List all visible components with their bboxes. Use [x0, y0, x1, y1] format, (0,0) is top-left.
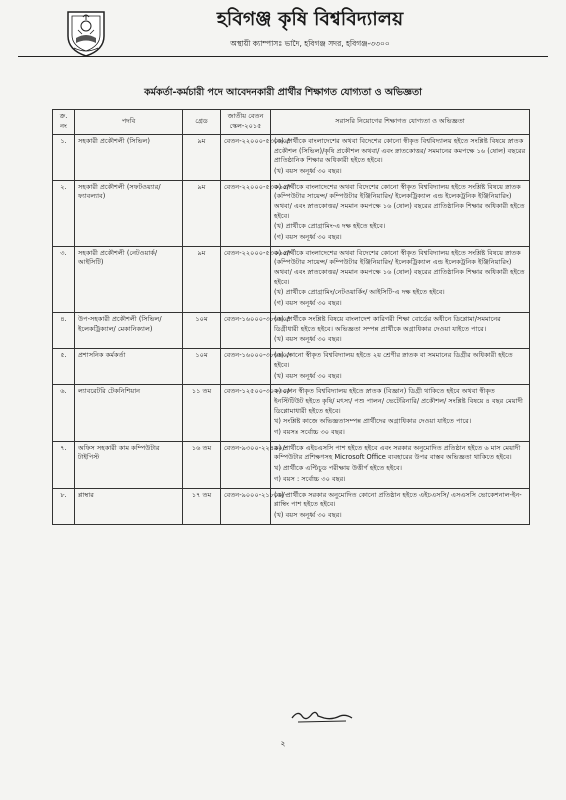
qualification-clause: ক) প্রার্থীকে এইচএসসি পাশ হইতে হইবে এবং সরকার অনুমোদিত প্রতিষ্ঠান হইতে ৬ মাস মেয়াদী কম্পিউটার প্রশিক্ষণসহ Microsoft Office ব্যবহারের উপর বাস্তব অভিজ্ঞতা থাকিতে হইবে। — [274, 443, 521, 462]
qualification-clause: (খ) বয়স অনূর্ধ্ব ৩০ বছর। — [274, 511, 342, 520]
qualification-clause: (খ) বয়স অনূর্ধ্ব ৩০ বছর। — [274, 371, 342, 380]
qualification-clause: (খ) বয়স অনূর্ধ্ব ৩০ বছর। — [274, 335, 342, 344]
row-grade: ১০ম — [183, 313, 221, 349]
row-qualification — [271, 441, 530, 488]
row-qualification — [271, 313, 530, 349]
row-post: প্রশাসনিক কর্মকর্তা — [75, 349, 183, 385]
row-pay-scale: বেতন-২২০০০-৫৩০৬০/- — [221, 246, 271, 312]
row-post: সহকারী প্রকৌশলী (নেটওয়ার্ক/ আইসিটি) — [75, 246, 183, 312]
qualification-clause: (খ) বয়স অনূর্ধ্ব ৩০ বছর। — [274, 166, 342, 175]
qualification-clause: (ক) প্রার্থীকে সংশ্লিষ্ট বিষয়ে বাংলাদেশ কারিগরী শিক্ষা বোর্ডের অধীনে ডিপ্লোমা/সমমানের ডিগ্রীধারী হইতে হইবে। অভিজ্ঞতা সম্পন্ন প্রার্থীকে অগ্রাধিকার দেওয়া যাইতে পারে। — [274, 315, 501, 333]
row-qualification — [271, 246, 530, 312]
header-sl: ক্র. নং — [53, 110, 75, 135]
qualification-clause: (ক) প্রার্থীকে বাংলাদেশের অথবা বিদেশের কোনো স্বীকৃত বিশ্ববিদ্যালয় হইতে সংশ্লিষ্ট বিষয়ে স্নাতক প্রকৌশল (সিভিল)/কৃষি প্রকৌশল অথবা/ এবং স্নাতকোত্তর/ সমমানের কমপক্ষে ১৬ (ষোল) বছরের প্রাতিষ্ঠানিক শিক্ষার অধিকারী হইতে হইবে। — [274, 137, 526, 165]
row-qualification — [271, 488, 530, 524]
row-post: উপ-সহকারী প্রকৌশলী (সিভিল/ ইলেকট্রিক্যাল/ মেকানিক্যাল) — [75, 313, 183, 349]
row-post: ল্যাবরেটরি টেকনিশিয়ান — [75, 385, 183, 442]
table-row — [53, 385, 530, 442]
row-post: সহকারী প্রকৌশলী (সফটওয়্যার/ ফ্যাবল্যাব) — [75, 180, 183, 246]
qualification-clause: (গ) বয়স অনূর্ধ্ব ৩০ বছর। — [274, 299, 342, 308]
table-body — [53, 135, 530, 525]
document-title: কর্মকর্তা-কর্মচারী পদে আবেদনকারী প্রার্থীর শিক্ষাগত যোগ্যতা ও অভিজ্ঞতা — [144, 87, 422, 98]
row-pay-scale: বেতন-১২৫০০-৩০২৩০/- — [221, 385, 271, 442]
qualification-clause: ক) প্রার্থীকে বাংলাদেশের অথবা বিদেশের কোনো স্বীকৃত বিশ্ববিদ্যালয় হইতে সংশ্লিষ্ট বিষয়ে স্নাতক (কম্পিউটার সায়েন্স/ কম্পিউটার ইঞ্জিনিয়ারিং/ ইলেকট্রিক্যাল এন্ড ইলেকট্রনিক ইঞ্জিনিয়ারিং) অথবা/ এবং স্নাতকোত্তর/ সমমান কমপক্ষে ১৬ (ষোল) বছরের প্রাতিষ্ঠানিক শিক্ষার অধিকারী হইতে হইবে। — [274, 248, 525, 286]
page-number: ২ — [280, 739, 286, 748]
signature-icon — [288, 706, 358, 728]
qualification-clause: (ক) কোনো স্বীকৃত বিশ্ববিদ্যালয় হইতে ২য় শ্রেণীর স্নাতক বা সমমানের ডিগ্রীর অধিকারী হইতে হইবে। — [274, 351, 513, 369]
row-post: অফিস সহকারী কাম কম্পিউটার টাইপিস্ট — [75, 441, 183, 488]
header-scale: জাতীয় বেতন স্কেল-২০১৫ — [221, 110, 271, 135]
row-pay-scale: বেতন-২২০০০-৫৩০৬০/- — [221, 180, 271, 246]
university-address: অস্থায়ী ক্যাম্পাসঃ ভাদৈ, হবিগঞ্জ সদর, হবিগঞ্জ-৩৩০০ — [230, 39, 390, 48]
row-grade: ১১ তম — [183, 385, 221, 442]
row-grade: ১৭ তম — [183, 488, 221, 524]
row-pay-scale: বেতন-১৬০০০-৩৮৬৪০/- — [221, 349, 271, 385]
row-pay-scale: বেতন-৯৩০০-২২৪৯০/- — [221, 441, 271, 488]
row-sl: ৮. — [53, 488, 75, 524]
university-name: হবিগঞ্জ কৃষি বিশ্ববিদ্যালয় — [216, 8, 404, 30]
row-sl: ১. — [53, 135, 75, 181]
row-post: প্লাম্বার — [75, 488, 183, 524]
row-grade: ৯ম — [183, 135, 221, 181]
table-row — [53, 246, 530, 312]
qualification-table — [52, 109, 530, 525]
header-qualification: সরাসরি নিয়োগের শিক্ষাগত যোগ্যতা ও অভিজ্ঞতা — [271, 110, 530, 135]
table-row — [53, 349, 530, 385]
row-sl: ৭. — [53, 441, 75, 488]
qualification-clause: ক) প্রার্থীকে বাংলাদেশের অথবা বিদেশের কোনো স্বীকৃত বিশ্ববিদ্যালয় হইতে সংশ্লিষ্ট বিষয়ে স্নাতক (কম্পিউটার সায়েন্স/ কম্পিউটার ইঞ্জিনিয়ারিং/ ইলেকট্রিক্যাল এন্ড ইলেকট্রনিক ইঞ্জিনিয়ারিং) অথবা/ এবং স্নাতকোত্তর/ সমমান কমপক্ষে ১৬ (ষোল) বছরের প্রাতিষ্ঠানিক শিক্ষার অধিকারী হইতে হইবে। — [274, 182, 525, 220]
table-row — [53, 180, 530, 246]
qualification-clause: খ) প্রার্থীকে এপ্টিচুড পরীক্ষায় উত্তীর্ণ হইতে হইবে। — [274, 464, 402, 473]
row-grade: ৯ম — [183, 180, 221, 246]
qualification-clause: (খ) প্রার্থীকে প্রোগ্রামিং/নেটওয়ার্কিং/ আইসিটি-এ দক্ষ হইতে হইবে। — [274, 288, 445, 297]
row-qualification — [271, 135, 530, 181]
row-grade: ১৬ তম — [183, 441, 221, 488]
qualification-clause: গ) বয়স : সর্বোচ্চ ৩০ বছর। — [274, 475, 346, 483]
row-pay-scale: বেতন-১৬০০০-৩৮৬৪০/- — [221, 313, 271, 349]
row-pay-scale: বেতন-২২০০০-৫৩০৬০/- — [221, 135, 271, 181]
university-seal-icon — [64, 8, 108, 58]
row-sl: ৫. — [53, 349, 75, 385]
header-divider — [18, 56, 548, 57]
row-sl: ৪. — [53, 313, 75, 349]
table-header-row — [53, 110, 530, 135]
row-qualification — [271, 385, 530, 442]
table-row — [53, 313, 530, 349]
row-sl: ৬. — [53, 385, 75, 442]
row-grade: ৯ম — [183, 246, 221, 312]
qualification-clause: (ক) প্রার্থীকে সরকার অনুমোদিত কোনো প্রতিষ্ঠান হইতে এইচএসসি/ এসএসসি ভোকেশনাল-ইন-প্লাম্বিং পাশ হইতে হইবে। — [274, 490, 522, 509]
row-pay-scale: বেতন-৯০০০-২১৮০০/- — [221, 488, 271, 524]
row-qualification — [271, 349, 530, 385]
row-sl: ৩. — [53, 246, 75, 312]
qualification-clause: গ) বয়সঃ সর্বোচ্চ ৩০ বছর। — [274, 428, 345, 437]
row-post: সহকারী প্রকৌশলী (সিভিল) — [75, 135, 183, 181]
qualification-clause: (খ) প্রার্থীকে প্রোগ্রামিং-এ দক্ষ হইতে হইবে। — [274, 222, 386, 231]
table-row — [53, 488, 530, 524]
row-sl: ২. — [53, 180, 75, 246]
qualification-clause: ক) কোন স্বীকৃত বিশ্ববিদ্যালয় হইতে স্নাতক (বিজ্ঞান) ডিগ্রী থাকিতে হইবে অথবা স্বীকৃত ইনস্টিটিউট হইতে কৃষি/ মৎস্য/ পশু পালন/ ভেটেরিনারি/ প্রকৌশল/ সংশ্লিষ্ট বিষয়ে ৪ বছর মেয়াদী ডিপ্লোমাধারী হইতে হইবে। — [274, 387, 523, 415]
header-post: পদবি — [75, 110, 183, 135]
qualification-clause: (গ) বয়স অনূর্ধ্ব ৩০ বছর। — [274, 233, 342, 242]
row-grade: ১০ম — [183, 349, 221, 385]
table-row — [53, 441, 530, 488]
qualification-clause: খ) সংশ্লিষ্ট কাজে অভিজ্ঞতাসম্পন্ন প্রার্থীদের অগ্রাধিকার দেওয়া যাইতে পারে। — [274, 417, 472, 426]
row-qualification — [271, 180, 530, 246]
header-grade: গ্রেড — [183, 110, 221, 135]
table-row — [53, 135, 530, 181]
